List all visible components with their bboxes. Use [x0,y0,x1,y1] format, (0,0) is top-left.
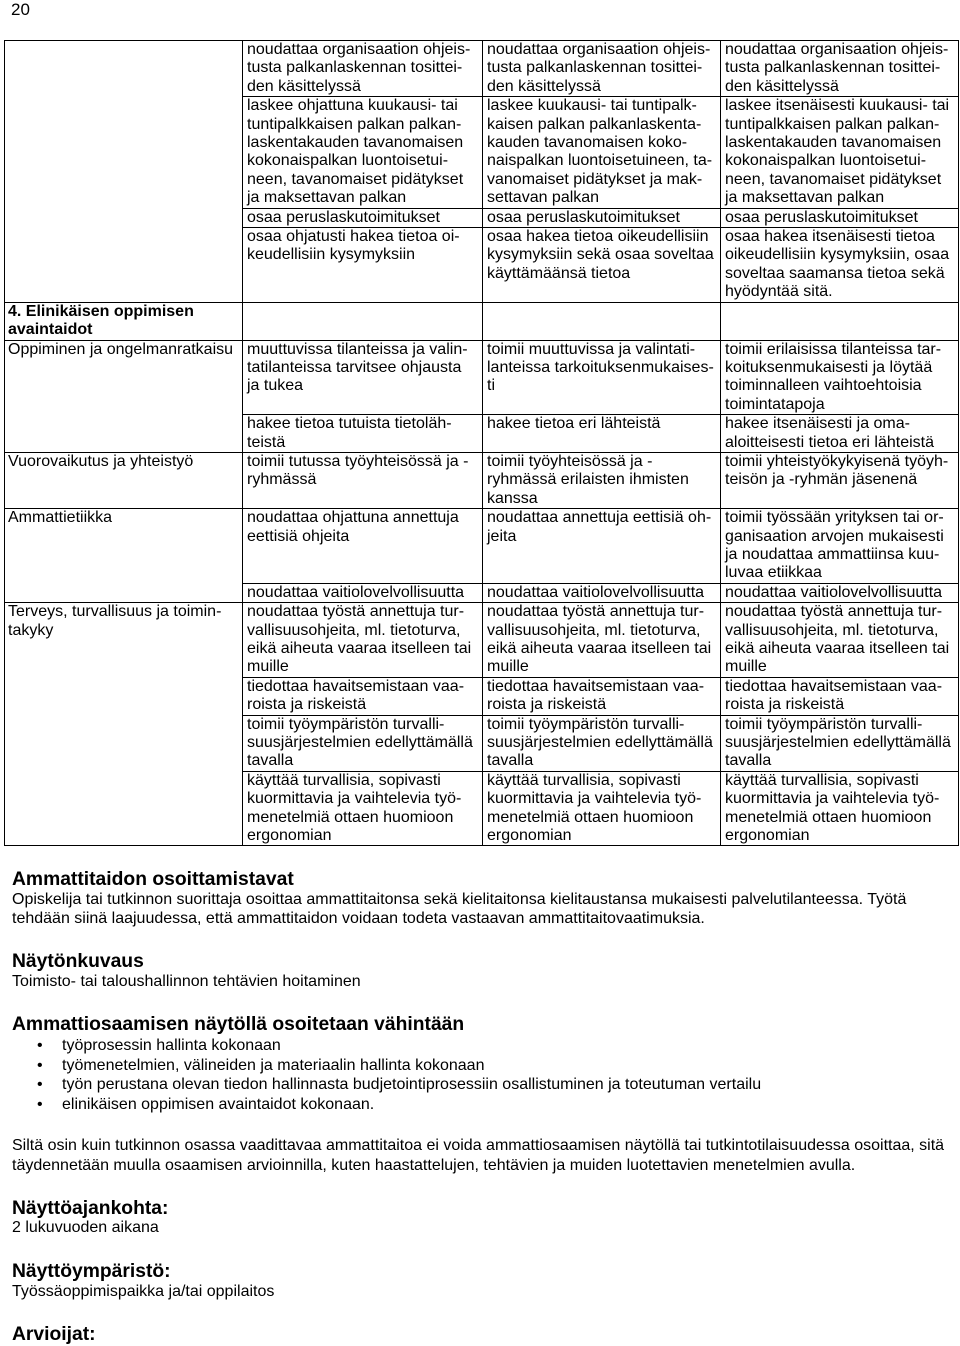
table-row [5,509,959,584]
criteria-cell: muuttuvissa tilanteissa ja valin- tatilanteissa tarvitsee ohjausta ja tukea [243,340,483,415]
criteria-cell: noudattaa työstä annettuja tur- vallisuusohjeita, ml. tietoturva, eikä aiheuta vaaraa itselleen tai muille [721,603,959,678]
timing-heading: Näyttöajankohta: [12,1198,169,1219]
criteria-cell: osaa peruslaskutoimitukset [483,208,721,227]
list-item [0,1056,960,1076]
criteria-cell: käyttää turvallisia, sopivasti kuormittavia ja vaihtelevia työ- menetelmiä ottaen huomioon ergonomian [243,771,483,846]
methods-text: Opiskelija tai tutkinnon suorittaja osoittaa ammattitaitonsa sekä kielitaitonsa kielitaustansa mukaisesti palvelutilanteessa. Työtä tehdään siinä laajuudessa, että ammattitaidon voidaan todeta vastaavan ammattitaitovaatimuksia. [12,890,907,927]
criteria-cell: laskee itsenäisesti kuukausi- tai tuntipalkkaisen palkan palkan- laskentakauden tavanomaisen kokonaispalkan luontoisetui- neen, tavanomaiset pidätykset ja maksettavan palkan [721,97,959,208]
row-label-interaction: Vuorovaikutus ja yhteistyö [5,452,243,508]
list-item [0,1075,960,1095]
minimum-heading: Ammattiosaamisen näytöllä osoitetaan vähintään [12,1014,465,1035]
list-item-text: elinikäisen oppimisen avaintaidot kokonaan. [62,1096,375,1114]
criteria-cell: noudattaa organisaation ohjeis- tusta palkanlaskennan tosittei- den käsittelyssä [721,41,959,97]
criteria-cell: toimii työssään yrityksen tai or- ganisaation arvojen mukaisesti ja noudattaa ammattiinsa kuu- luvaa etiikkaa [721,509,959,584]
table-row [5,340,959,415]
criteria-cell: noudattaa työstä annettuja tur- vallisuusohjeita, ml. tietoturva, eikä aiheuta vaaraa itselleen tai muille [243,603,483,678]
criteria-cell: hakee tietoa eri lähteistä [483,415,721,453]
criteria-cell: tiedottaa havaitsemistaan vaa- roista ja riskeistä [721,677,959,715]
environment-heading: Näyttöympäristö: [12,1261,171,1282]
criteria-cell: tiedottaa havaitsemistaan vaa- roista ja riskeistä [243,677,483,715]
assessors-heading: Arvioijat: [12,1323,96,1345]
demo-heading: Näytönkuvaus [12,951,144,972]
list-item-text: työmenetelmien, välineiden ja materiaalin hallinta kokonaan [62,1056,485,1074]
bullet-icon: • [37,1037,43,1054]
criteria-cell: tiedottaa havaitsemistaan vaa- roista ja riskeistä [483,677,721,715]
table-row [5,603,959,678]
empty-cell [483,302,721,340]
minimum-list [0,1036,960,1115]
criteria-cell: toimii työyhteisössä ja - ryhmässä erilaisten ihmisten kanssa [483,452,721,508]
bullet-icon: • [37,1096,43,1114]
row-label-ethics: Ammattietiikka [5,509,243,603]
table-row [5,452,959,508]
criteria-cell: toimii tutussa työyhteisössä ja - ryhmässä [243,452,483,508]
empty-cell [5,41,243,303]
environment-text: Työssäoppimispaikka ja/tai oppilaitos [12,1283,275,1301]
demo-text: Toimisto- tai taloushallinnon tehtävien hoitaminen [12,973,361,991]
criteria-cell: osaa peruslaskutoimitukset [243,208,483,227]
list-item-text: työn perustana olevan tiedon hallinnasta budjetointiprosessiin osallistuminen ja toteutuman vertailu [62,1076,762,1094]
criteria-cell: noudattaa vaitiolovelvollisuutta [483,583,721,602]
page-number: 20 [11,0,30,19]
criteria-cell: toimii muuttuvissa ja valintati- lanteissa tarkoituksenmukaises- ti [483,340,721,415]
list-item [0,1036,960,1056]
empty-cell [243,302,483,340]
criteria-cell: osaa ohjatusti hakea tietoa oi- keudellisiin kysymyksiin [243,228,483,303]
criteria-cell: noudattaa työstä annettuja tur- vallisuusohjeita, ml. tietoturva, eikä aiheuta vaaraa itselleen tai muille [483,603,721,678]
criteria-cell: osaa hakea tietoa oikeudellisiin kysymyksiin sekä osaa soveltaa käyttämäänsä tietoa [483,228,721,303]
criteria-cell: noudattaa organisaation ohjeis- tusta palkanlaskennan tosittei- den käsittelyssä [483,41,721,97]
criteria-cell: noudattaa vaitiolovelvollisuutta [243,583,483,602]
criteria-cell: hakee tietoa tutuista tietoläh- teistä [243,415,483,453]
criteria-cell: toimii erilaisissa tilanteissa tar- koituksenmukaisesti ja löytää toiminnalleen vaihtoehtoisia toimintatapoja [721,340,959,415]
row-label-learning: Oppiminen ja ongelmanratkaisu [5,340,243,452]
table-row-section [5,302,959,340]
criteria-table [4,40,959,846]
criteria-cell: toimii työympäristön turvalli- suusjärjestelmien edellyttämällä tavalla [483,715,721,771]
criteria-cell: noudattaa annettuja eettisiä oh- jeita [483,509,721,584]
timing-text: 2 lukuvuoden aikana [12,1219,159,1237]
criteria-cell: käyttää turvallisia, sopivasti kuormittavia ja vaihtelevia työ- menetelmiä ottaen huomioon ergonomian [721,771,959,846]
methods-heading: Ammattitaidon osoittamistavat [12,869,294,890]
criteria-cell: toimii työympäristön turvalli- suusjärjestelmien edellyttämällä tavalla [243,715,483,771]
empty-cell [721,302,959,340]
criteria-cell: noudattaa organisaation ohjeis- tusta palkanlaskennan tosittei- den käsittelyssä [243,41,483,97]
row-label-health-safety: Terveys, turvallisuus ja toimin- takyky [5,603,243,846]
criteria-cell: käyttää turvallisia, sopivasti kuormittavia ja vaihtelevia työ- menetelmiä ottaen huomioon ergonomian [483,771,721,846]
criteria-cell: laskee ohjattuna kuukausi- tai tuntipalkkaisen palkan palkan- laskentakauden tavanomaisen kokonaispalkan luontoisetui- neen, tavanomaiset pidätykset ja maksettavan palkan [243,97,483,208]
criteria-cell: toimii yhteistyökykyisenä työyh- teisön ja -ryhmän jäsenenä [721,452,959,508]
criteria-cell: laskee kuukausi- tai tuntipalk- kaisen palkan palkanlaskenta- kauden tavanomaisen koko- naispalkan luontoisetuineen, ta- vanomaiset pidätykset ja mak- settavan palkan [483,97,721,208]
list-item [0,1095,960,1115]
criteria-cell: hakee itsenäisesti ja oma- aloitteisesti tietoa eri lähteistä [721,415,959,453]
criteria-cell: noudattaa vaitiolovelvollisuutta [721,583,959,602]
criteria-cell: osaa hakea itsenäisesti tietoa oikeudellisiin kysymyksiin, osaa soveltaa saamansa tietoa sekä hyödyntää sitä. [721,228,959,303]
bullet-icon: • [37,1056,43,1074]
list-item-text: työprosessin hallinta kokonaan [62,1037,281,1054]
criteria-cell: toimii työympäristön turvalli- suusjärjestelmien edellyttämällä tavalla [721,715,959,771]
bullet-icon: • [37,1076,43,1094]
criteria-cell: noudattaa ohjattuna annettuja eettisiä ohjeita [243,509,483,584]
table-row [5,41,959,97]
section-heading-key-skills: 4. Elinikäisen oppimisen avaintaidot [5,302,243,340]
criteria-cell: osaa peruslaskutoimitukset [721,208,959,227]
supplement-text: Siltä osin kuin tutkinnon osassa vaadittavaa ammattitaitoa ei voida ammattiosaamisen näytöllä tai tutkintotilaisuudessa osoittaa, sitä täydennetään muulla osaamisen arvioinnilla, kuten haastattelujen, tehtävien ja muiden luotettavien menetelmien avulla. [12,1137,945,1174]
